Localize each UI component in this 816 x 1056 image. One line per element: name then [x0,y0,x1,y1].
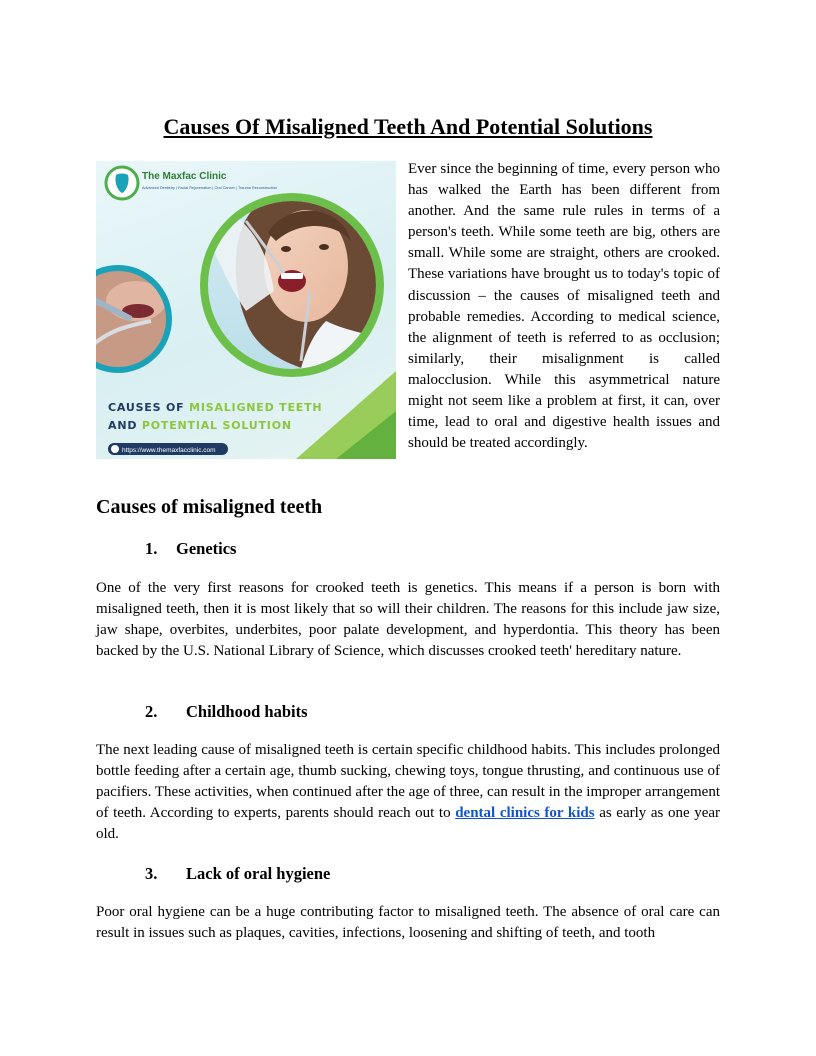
item-paragraph-oral-hygiene: Poor oral hygiene can be a huge contributing factor to misaligned teeth. The absence of oral care can result in issues such as plaques, cavities, infections, loosening and shifting of teeth, and tooth [96,904,720,941]
hero-image [96,161,396,459]
item-heading-oral-hygiene [145,862,330,886]
item-heading-genetics [145,537,236,561]
hero-headline-line2: AND POTENTIAL SOLUTION [108,419,292,432]
hero-illustration [96,161,396,459]
clinic-name: The Maxfac Clinic [142,171,227,182]
item-paragraph-childhood-habits [96,740,720,845]
clinic-tagline: Advanced Dentistry | Facial Rejuvenation | Oral Cancer | Trauma Reconstruction [142,186,278,190]
paragraph-text-after: as early as one year old. [96,805,721,842]
paragraph-text: The next leading cause of misaligned teeth is certain specific childhood habits. This includes prolonged bottle feeding after a certain age, thumb sucking, chewing toys, tongue thrusting, and continuous use of pacifiers. These activities, when continued after the age of three, can result in the improper arrangement of teeth. According to experts, parents should reach out to [96,742,720,821]
item-paragraph-genetics: One of the very first reasons for crooked teeth is genetics. This means if a person is born with misaligned teeth, then it is most likely that so will their children. The reasons for this include jaw size, jaw shape, overbites, underbites, poor palate development, and hyperdontia. This theory has been backed by the U.S. National Library of Science, which discusses crooked teeth' hereditary nature. [96,580,720,659]
item-title: Childhood habits [186,702,308,721]
item-number: 3. [145,864,158,883]
page-title: Causes Of Misaligned Teeth And Potential Solutions [163,114,653,139]
section-heading: Causes of misaligned teeth [96,496,323,518]
dental-clinics-for-kids-link[interactable]: dental clinics for kids [455,805,595,821]
item-heading-childhood-habits [145,700,308,724]
hero-url: https://www.themaxfacclinic.com [122,447,216,454]
item-title: Genetics [176,539,237,558]
hero-headline-line1: CAUSES OF MISALIGNED TEETH [108,401,323,414]
item-title: Lack of oral hygiene [186,864,331,883]
item-number: 2. [145,702,158,721]
intro-paragraph: Ever since the beginning of time, every person who has walked the Earth has been different from another. And the same rule rules in terms of a person's teeth. While some teeth are big, others are small. While some are straight, others are crooked. These variations have brought us to today's topic of discussion – the causes of misaligned teeth and probable remedies. According to medical science, the alignment of teeth is referred to as occlusion; similarly, their misalignment is called malocclusion. While this asymmetrical nature might not seem like a problem at first, it can, over time, lead to oral and digestive health issues and should be treated accordingly. [408,161,720,452]
globe-icon [111,445,119,453]
procedure-photo [96,266,176,376]
item-number: 1. [145,539,158,558]
